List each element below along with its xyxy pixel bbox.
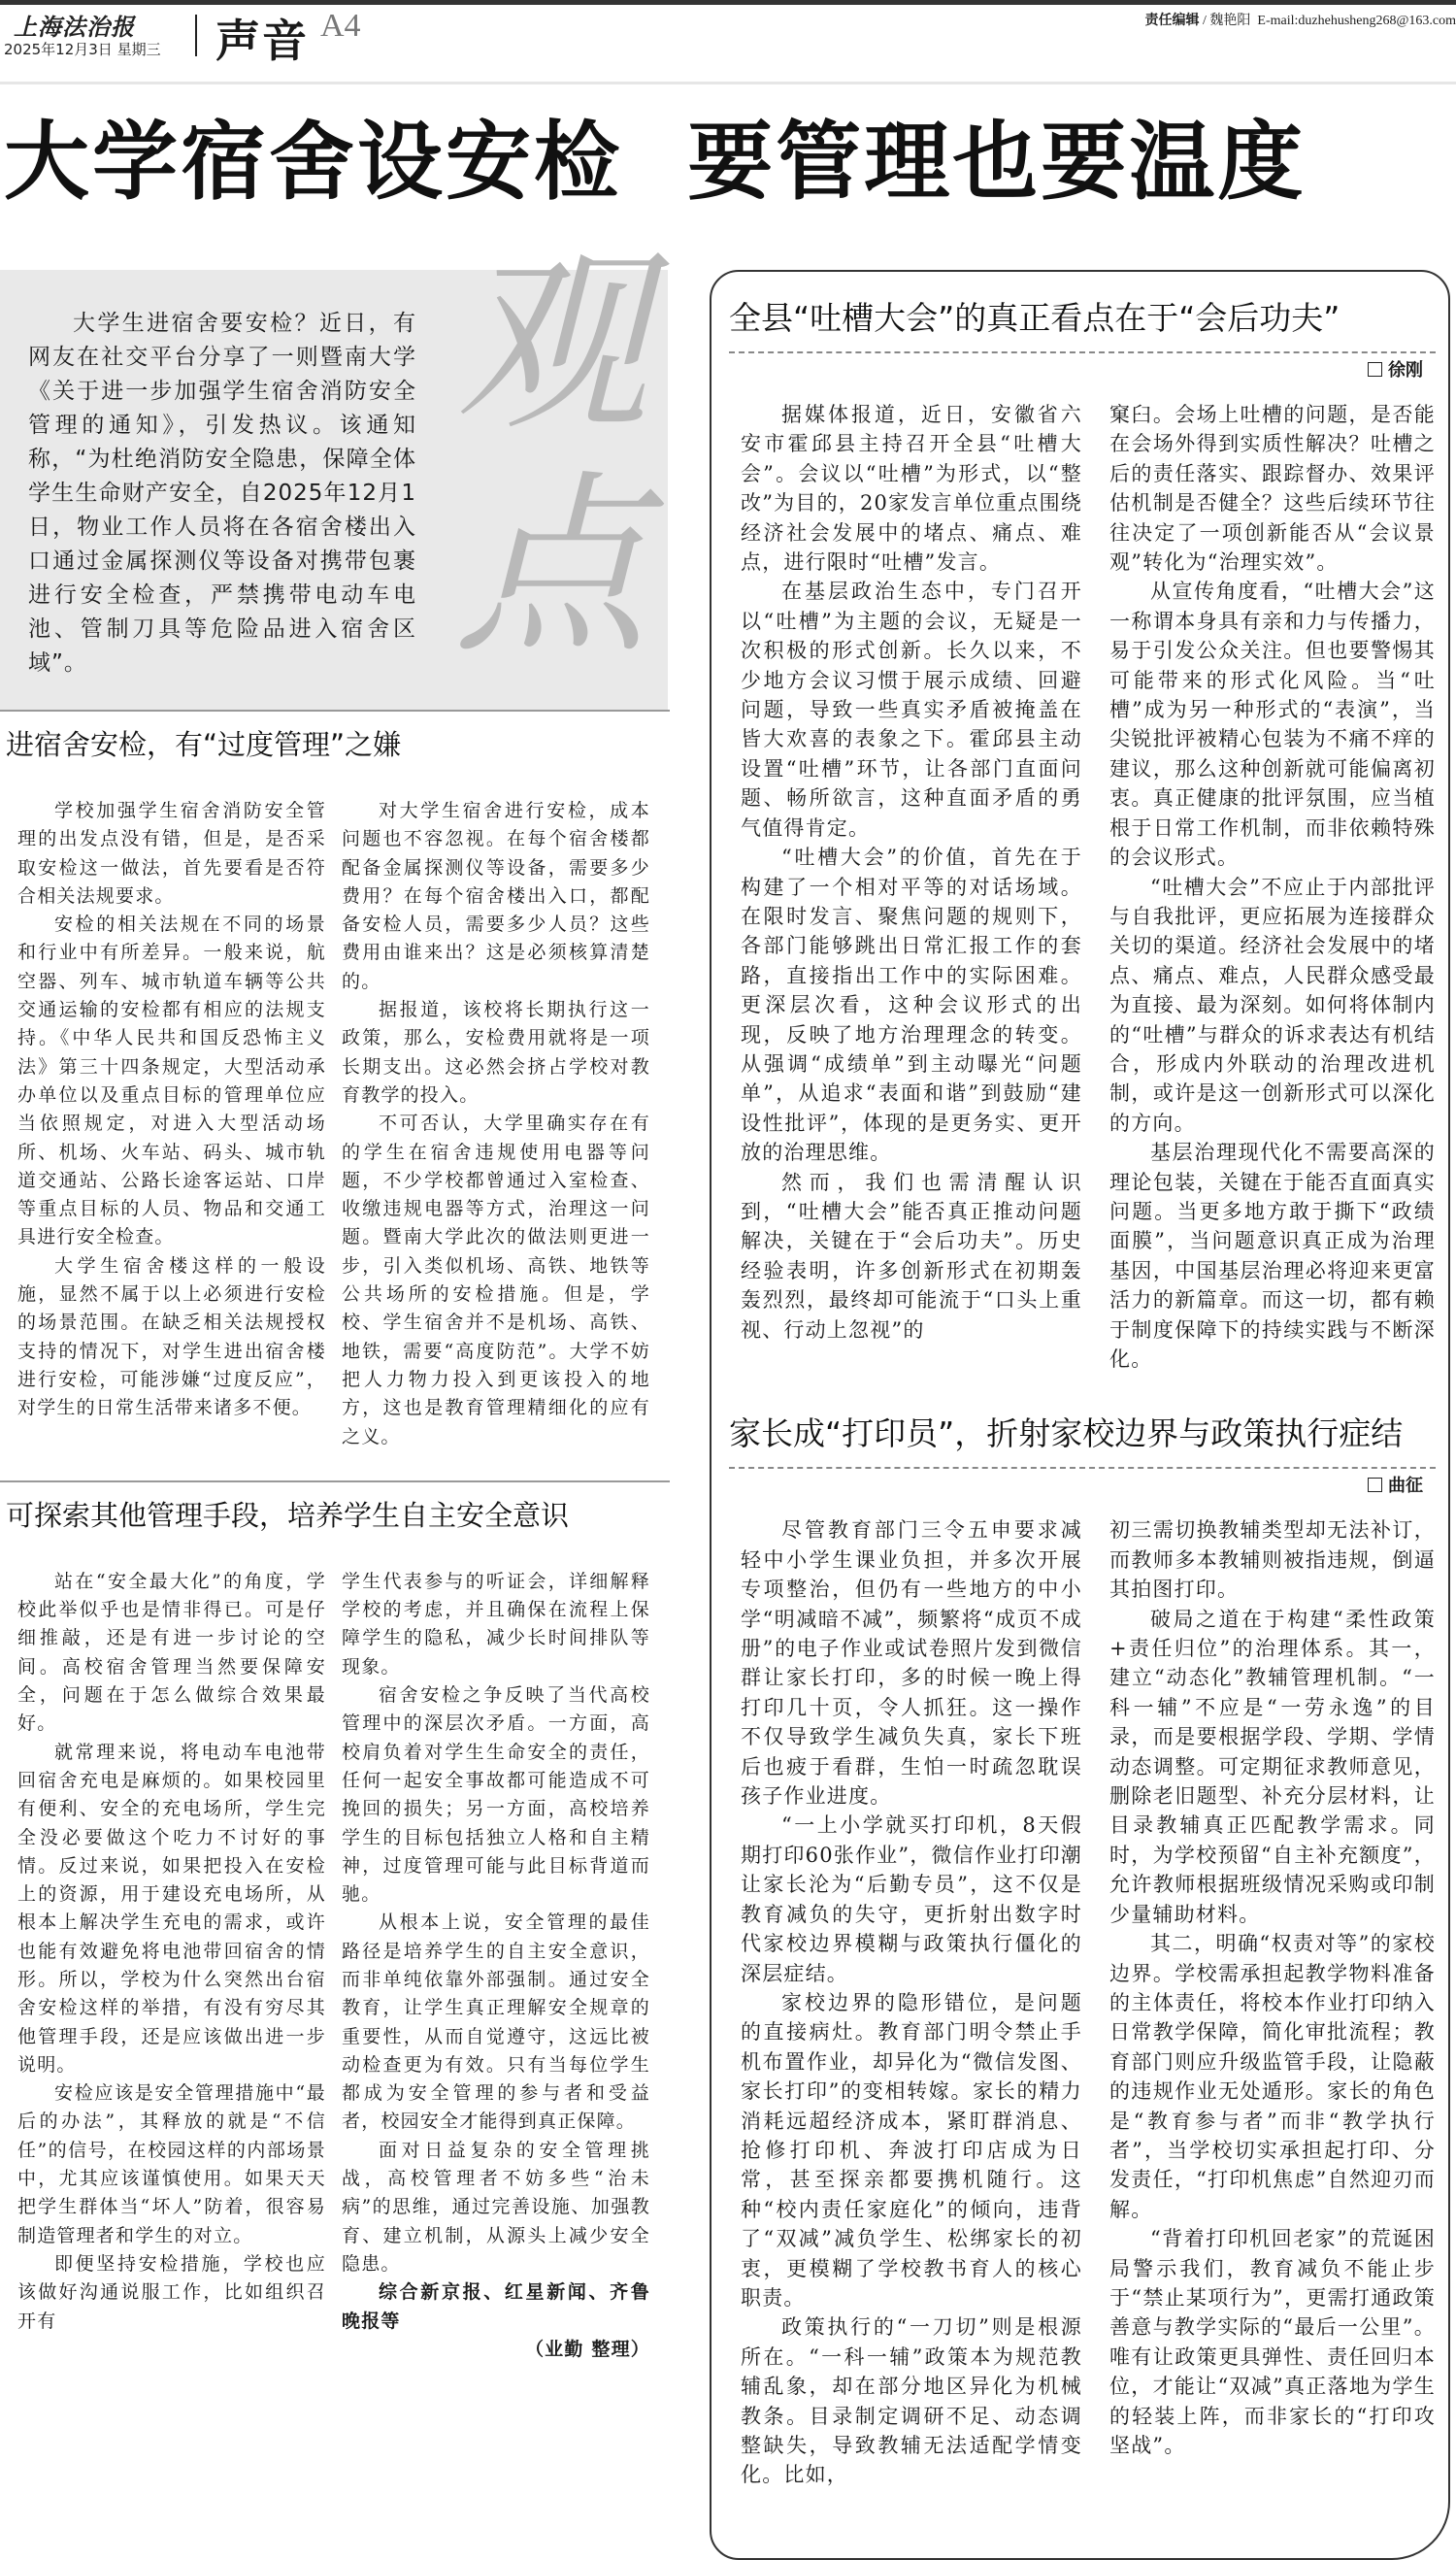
page-headline: 大学宿舍设安检 要管理也要温度 xyxy=(4,112,1307,212)
viewpoint-calligraphy: 观点 xyxy=(454,231,649,681)
editor-info xyxy=(1145,10,1456,29)
paragraph: 对大学生宿舍进行安检，成本问题也不容忽视。在每个宿舍楼都配备金属探测仪等设备，需要多少费用？在每个宿舍楼出入口，都配备安检人员，需要多少人员？这些费用由谁来出？这是必须核算清楚的。 xyxy=(342,800,650,992)
article-title: 家长成“打印员”，折射家校边界与政策执行症结 xyxy=(729,1414,1404,1453)
paragraph: 据报道，该校将长期执行这一政策，那么，安检费用就将是一项长期支出。这必然会挤占学校对教育教学的投入。 xyxy=(342,999,650,1106)
paragraph: 尽管教育部门三令五申要求减轻中小学生课业负担，并多次开展专项整治，但仍有一些地方的中小学“明减暗不减”，频繁将“成页不成册”的电子作业或试卷照片发到微信群让家长打印，多的时候一晚上得打印几十页，令人抓狂。这一操作不仅导致学生减负失真，家长下班后也疲于看群，生怕一时疏忽耽误孩子作业进度。 xyxy=(741,1518,1082,1809)
article-column xyxy=(1109,400,1436,1374)
article-body xyxy=(729,1498,1436,2528)
paragraph: 破局之道在于构建“柔性政策+责任归位”的治理体系。其一，建立“动态化”教辅管理机制。“一科一辅”不应是“一劳永逸”的目录，而是要根据学段、学期、学情动态调整。可定期征求教师意见，删除老旧题型、补充分层材料，让目录教辅真正匹配教学需求。同时，为学校预留“自主补充额度”，允许教师根据班级情况采购或印制少量辅助材料。 xyxy=(1109,1607,1437,1926)
paragraph: 面对日益复杂的安全管理挑战，高校管理者不妨多些“治未病”的思维，通过完善设施、加强教育、建立机制，从源头上减少安全隐患。 xyxy=(342,2139,650,2275)
paragraph: 据媒体报道，近日，安徽省六安市霍邱县主持召开全县“吐槽大会”。会议以“吐槽”为形式，以“整改”为目的，20家发言单位重点围绕经济社会发展中的堵点、痛点、难点，进行限时“吐槽”发言。 xyxy=(741,403,1082,575)
article-title: 进宿舍安检，有“过度管理”之嫌 xyxy=(6,728,402,761)
author-byline xyxy=(729,353,1435,382)
article-body xyxy=(0,1535,650,2393)
paragraph: 基层治理现代化不需要高深的理论包装，关键在于能否直面真实问题。当更多地方敢于撕下“政绩面膜”，当问题意识真正成为治理基因，中国基层治理必将迎来更富活力的新篇章。而这一切，都有赖于制度保障下的持续实践与不断深化。 xyxy=(1109,1141,1436,1371)
paragraph: “背着打印机回老家”的荒诞困局警示我们，教育减负不能止步于“禁止某项行为”，更需打通政策善意与教学实际的“最后一公里”。唯有让政策更具弹性、责任回归本位，才能让“双减”真正落地为学生的轻装上阵，而非家长的“打印攻坚战”。 xyxy=(1109,2227,1436,2457)
paragraph: “吐槽大会”的价值，首先在于构建了一个相对平等的对话场域。在限时发言、聚焦问题的规则下，各部门能够跳出日常汇报工作的套路，直接指出工作中的实际困难。更深层次看，这种会议形式的出现，反映了地方治理理念的转变。从强调“成绩单”到主动曝光“问题单”，从追求“表面和谐”到鼓励“建设性批评”，体现的是更务实、更开放的治理思维。 xyxy=(741,846,1082,1165)
article-body xyxy=(729,382,1436,1413)
newspaper-logo: 上海法治报 xyxy=(14,13,135,41)
article-body xyxy=(0,764,650,1480)
paragraph: 窠臼。会场上吐槽的问题，是否能在会场外得到实质性解决？吐槽之后的责任落实、跟踪督办、效果评估机制是否健全？这些后续环节往往决定了一项创新能否从“会议景观”转化为“治理实效”。 xyxy=(1109,403,1436,575)
paragraph: 安检应该是安全管理措施中“最后的办法”，其释放的就是“不信任”的信号，在校园这样的内部场景中，尤其应该谨慎使用。如果天天把学生群体当“坏人”防着，很容易制造管理者和学生的对立。 xyxy=(17,2082,326,2246)
paragraph: 从宣传角度看，“吐槽大会”这一称谓本身具有亲和力与传播力，易于引发公众关注。但也要警惕其可能带来的形式化风险。当“吐槽”成为另一种形式的“表演”，当尖锐批评被精心包装为不痛不痒的建议，那么这种创新就可能偏离初衷。真正健康的批评氛围，应当植根于日常工作机制，而非依赖特殊的会议形式。 xyxy=(1109,580,1436,870)
square-icon xyxy=(1368,362,1382,377)
paragraph: 在基层政治生态中，专门召开以“吐槽”为主题的会议，无疑是一次积极的形式创新。长久以来，不少地方会议习惯于展示成绩、回避问题，导致一些真实矛盾被掩盖在皆大欢喜的表象之下。霍邱县主动设置“吐槽”环节，让各部门直面问题、畅所欲言，这种直面矛盾的勇气值得肯定。 xyxy=(741,580,1082,840)
article-column xyxy=(17,797,326,1451)
article-column xyxy=(17,1568,326,2364)
paragraph: 学生代表参与的听证会，详细解释学校的考虑，并且确保在流程上保障学生的隐私，减少长时间排队等现象。 xyxy=(342,1570,650,1678)
article-column xyxy=(342,1568,650,2278)
intro-text: 大学生进宿舍要安检？近日，有网友在社交平台分享了一则暨南大学《关于进一步加强学生宿舍消防安全管理的通知》，引发热议。该通知称，“为杜绝消防安全隐患，保障全体学生生命财产安全，自2025年12月1日，物业工作人员将在各宿舍楼出入口通过金属探测仪等设备对携带包裹进行安全检查，严禁携带电动车电池、管制刀具等危险品进入宿舍区域”。 xyxy=(28,311,416,676)
editor-email: E-mail:duzhehusheng268@163.com xyxy=(1257,14,1456,28)
compiler-credit: （业勤 整理） xyxy=(524,2338,650,2360)
paragraph: 从根本上说，安全管理的最佳路径是培养学生的自主安全意识，而非单纯依靠外部强制。通过安全教育，让学生真正理解安全规章的重要性，从而自觉遵守，这远比被动检查更为有效。只有当每位学生都成为安全管理的参与者和受益者，校园安全才能得到真正保障。 xyxy=(342,1912,650,2133)
author-name: 曲征 xyxy=(1388,1476,1423,1497)
commentary-panel xyxy=(710,270,1450,2560)
paragraph: “一上小学就买打印机，8天假期打印60张作业”，微信作业打印潮让家长沦为“后勤专员”，这不仅是教育减负的失守，更折射出数字时代家校边界模糊与政策执行僵化的深层症结。 xyxy=(741,1813,1082,1985)
article-title: 全县“吐槽大会”的真正看点在于“会后功夫” xyxy=(729,299,1340,337)
article-column xyxy=(741,1515,1082,2489)
article-column xyxy=(342,797,650,1451)
editor-name: / 魏艳阳 xyxy=(1203,14,1251,28)
issue-date: 2025年12月3日 星期三 xyxy=(4,41,161,58)
paragraph: 安检的相关法规在不同的场景和行业中有所差异。一般来说，航空器、列车、城市轨道车辆等公共交通运输的安检都有相应的法规支持。《中华人民共和国反恐怖主义法》第三十四条规定，大型活动承办单位以及重点目标的管理单位应当依照规定，对进入大型活动场所、机场、火车站、码头、城市轨道交通站、公路长途客运站、口岸等重点目标的人员、物品和交通工具进行安全检查。 xyxy=(17,914,326,1248)
editor-label: 责任编辑 xyxy=(1144,13,1200,28)
section-name: 声音 xyxy=(215,15,309,67)
paragraph: 不可否认，大学里确实存在有的学生在宿舍违规使用电器等问题，不少学校都曾通过入室检查、收缴违规电器等方式，治理这一问题。暨南大学此次的做法则更进一步，引入类似机场、高铁、地铁等公共场所的安检措施。但是，学校、学生宿舍并不是机场、高铁、地铁，需要“高度防范”。大学不妨把人力物力投入到更该投入的地方，这也是教育管理精细化的应有之义。 xyxy=(342,1113,650,1447)
paragraph: 就常理来说，将电动车电池带回宿舍充电是麻烦的。如果校园里有便利、安全的充电场所，学生完全没必要做这个吃力不讨好的事情。反过来说，如果把投入在安检上的资源，用于建设充电场所，从根本上解决学生充电的需求，或许也能有效避免将电池带回宿舍的情形。所以，学校为什么突然出台宿舍安检这样的举措，有没有穷尽其他管理手段，还是应该做出进一步说明。 xyxy=(17,1741,326,2076)
page-number: A4 xyxy=(320,8,361,44)
header-rule xyxy=(0,82,1456,84)
article-column-with-credit xyxy=(342,1568,650,2364)
article-column xyxy=(1109,1515,1436,2489)
header-divider xyxy=(195,15,197,56)
paragraph: 宿舍安检之争反映了当代高校管理中的深层次矛盾。一方面，高校肩负着对学生生命安全的责任，任何一起安全事故都可能造成不可挽回的损失；另一方面，高校培养学生的目标包括独立人格和自主精神，过度管理可能与此目标背道而驰。 xyxy=(342,1684,650,1906)
top-bar xyxy=(0,0,1456,5)
square-icon xyxy=(1368,1478,1382,1492)
article-title: 可探索其他管理手段，培养学生自主安全意识 xyxy=(6,1498,570,1532)
paragraph: 大学生宿舍楼这样的一般设施，显然不属于以上必须进行安检的场景范围。在缺乏相关法规授权支持的情况下，对学生进出宿舍楼进行安检，可能涉嫌“过度反应”，对学生的日常生活带来诸多不便。 xyxy=(17,1254,326,1419)
paragraph: 然而，我们也需清醒认识到，“吐槽大会”能否真正推动问题解决，关键在于“会后功夫”。历史经验表明，许多创新形式在初期轰轰烈烈，最终却可能流于“口头上重视、行动上忽视”的 xyxy=(741,1170,1082,1342)
paragraph: 即便坚持安检措施，学校也应该做好沟通说服工作，比如组织召开有 xyxy=(17,2252,326,2332)
paragraph: “吐槽大会”不应止于内部批评与自我批评，更应拓展为连接群众关切的渠道。经济社会发展中的堵点、痛点、难点，人民群众感受最为直接、最为深刻。如何将体制内的“吐槽”与群众的诉求表达有机结合，形成内外联动的治理改进机制，或许是这一创新形式可以深化的方向。 xyxy=(1109,875,1436,1135)
author-byline xyxy=(729,1469,1435,1498)
paragraph: 其二，明确“权责对等”的家校边界。学校需承担起教学物料准备的主体责任，将校本作业打印纳入日常教学保障，简化审批流程；教育部门则应升级监管手段，让隐蔽的违规作业无处遁形。家长的角色是“教育参与者”而非“教学执行者”，当学校切实承担起打印、分发责任，“打印机焦虑”自然迎刃而解。 xyxy=(1109,1932,1436,2221)
paragraph: 初三需切换教辅类型却无法补订，而教师多本教辅则被指违规，倒逼其拍图打印。 xyxy=(1109,1518,1436,1602)
intro-box xyxy=(0,231,668,710)
source-text: 综合新京报、红星新闻、齐鲁晚报等 xyxy=(342,2281,650,2332)
author-name: 徐刚 xyxy=(1388,360,1423,381)
paragraph: 站在“安全最大化”的角度，学校此举似乎也是情非得已。可是仔细推敲，还是有进一步讨论的空间。高校宿舍管理当然要保障安全，问题在于怎么做综合效果最好。 xyxy=(17,1570,326,1735)
paragraph: 家校边界的隐形错位，是问题的直接病灶。教育部门明令禁止手机布置作业，却异化为“微信发图、家长打印”的变相转嫁。家长的精力消耗远超经济成本，紧盯群消息、抢修打印机、奔波打印店成为日常，甚至探亲都要携机随行。这种“校内责任家庭化”的倾向，违背了“双减”减负学生、松绑家长的初衷，更模糊了学校教书育人的核心职责。 xyxy=(741,1990,1082,2310)
paragraph: 政策执行的“一刀切”则是根源所在。“一科一辅”政策本为规范教辅乱象，却在部分地区异化为机械教条。目录制定调研不足、动态调整缺失，导致教辅无法适配学情变化。比如， xyxy=(741,2315,1082,2487)
left-column xyxy=(0,231,670,2393)
paragraph: 学校加强学生宿舍消防安全管理的出发点没有错，但是，是否采取安检这一做法，首先要看是否符合相关法规要求。 xyxy=(17,800,326,907)
article-column xyxy=(741,400,1082,1374)
